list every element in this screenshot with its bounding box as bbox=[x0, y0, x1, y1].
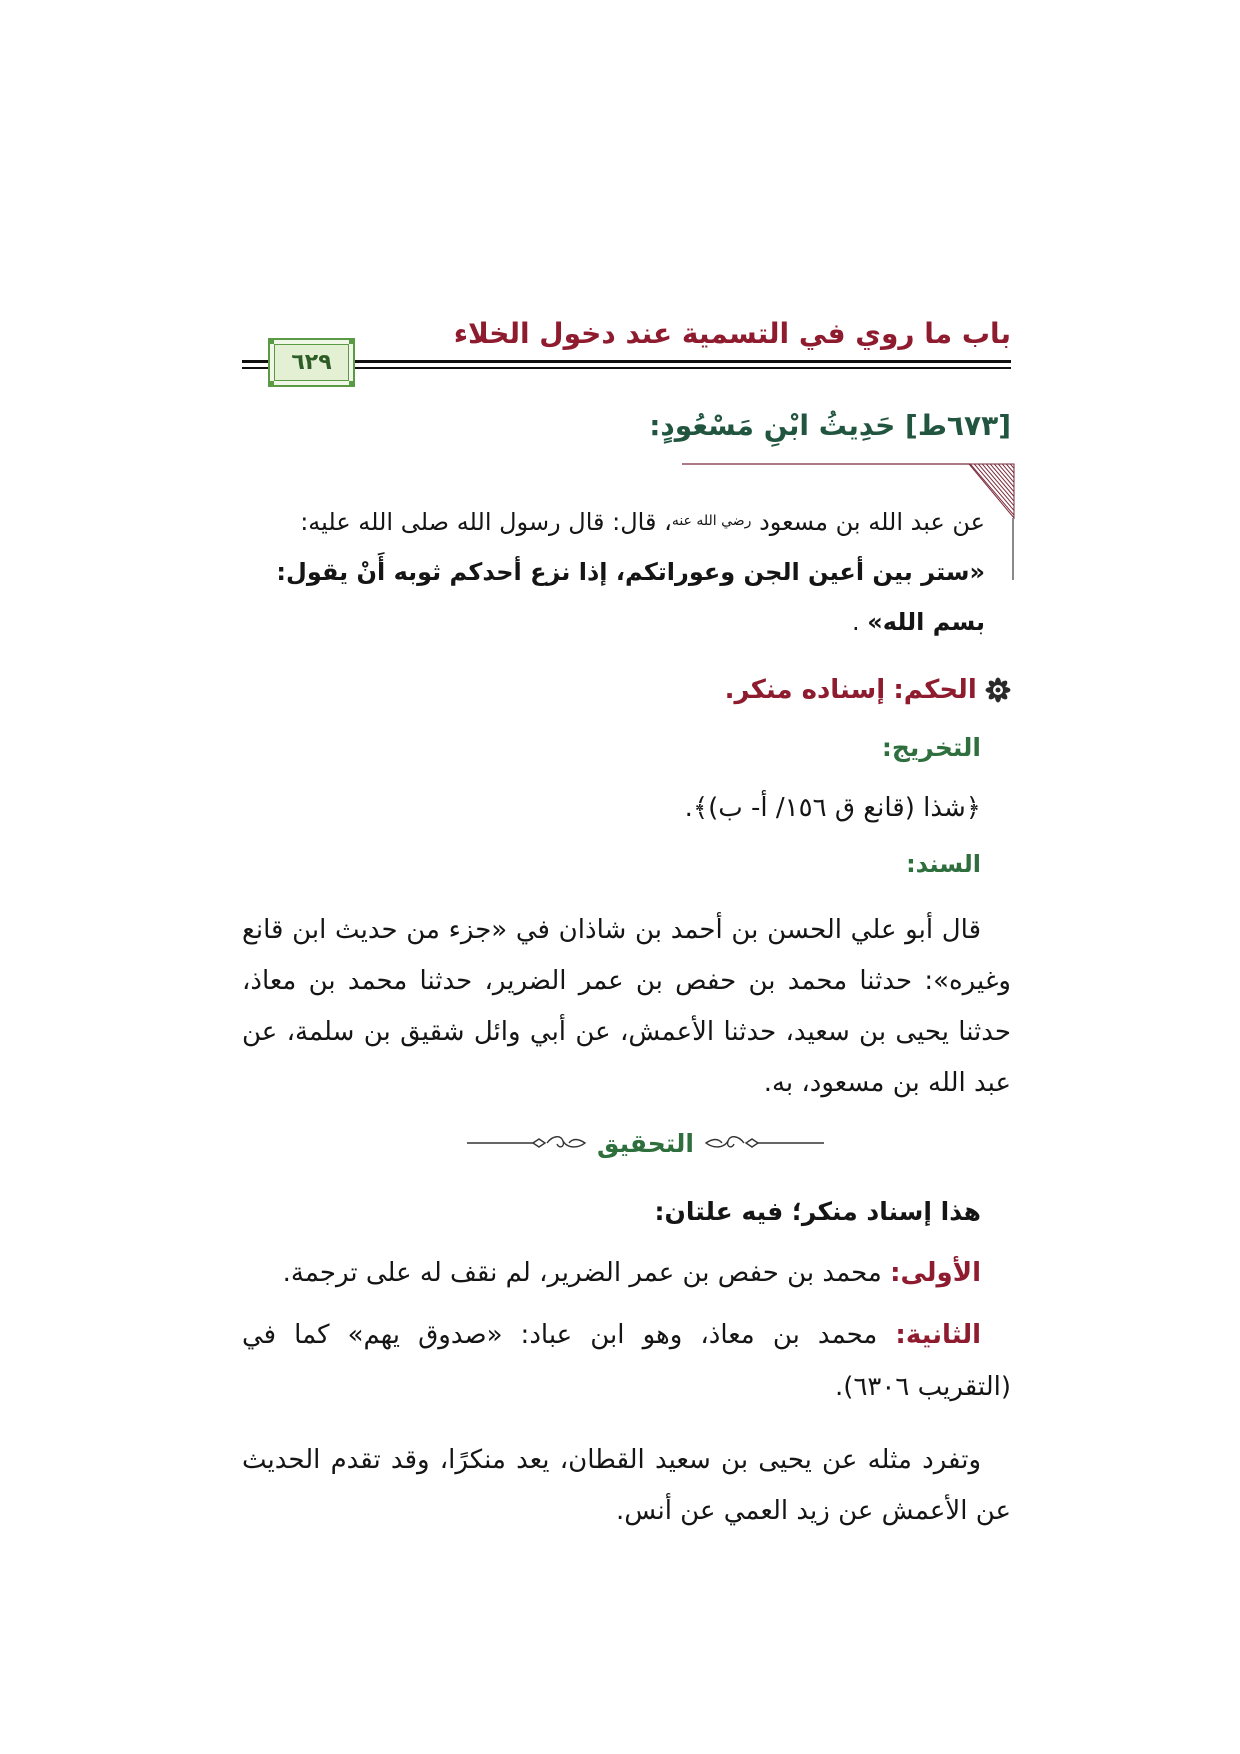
ruling-label: الحكم: bbox=[893, 675, 977, 705]
header-rule-left bbox=[242, 360, 268, 363]
header-rule-right-thin bbox=[355, 367, 1011, 369]
hadith-quote-end: . bbox=[852, 608, 860, 636]
page-number: ٦٢٩ bbox=[291, 349, 332, 375]
page-number-frame bbox=[268, 338, 355, 387]
running-header-title: باب ما روي في التسمية عند دخول الخلاء bbox=[453, 317, 1011, 350]
second-defect-label: الثانية: bbox=[895, 1320, 982, 1350]
flourish-left-icon bbox=[467, 1132, 591, 1154]
takhrij-source: ﴿شذا (قانع ق ١٥٦/ أ- ب)﴾. bbox=[684, 793, 981, 823]
tahqiq-heading: التحقيق bbox=[597, 1128, 694, 1158]
corner-hatch-decoration bbox=[680, 462, 1016, 584]
second-defect-text: محمد بن معاذ، وهو ابن عباد: «صدوق يهم» كما في (التقريب ٦٣٠٦). bbox=[242, 1320, 1011, 1402]
hadith-intro-continuation: ، قال: قال رسول الله صلى الله عليه: bbox=[300, 508, 672, 536]
hadith-quote: «ستر بين أعين الجن وعوراتكم، إذا نزع أحدكم ثوبه أَنْ يقول: بسم الله» bbox=[276, 558, 985, 636]
first-defect bbox=[242, 1247, 1011, 1299]
flourish-right-icon bbox=[700, 1132, 824, 1154]
ornament-icon bbox=[985, 677, 1011, 703]
frame-corner-ornament bbox=[268, 381, 274, 387]
conclusion-paragraph: وتفرد مثله عن يحيى بن سعيد القطان، يعد منكرًا، وقد تقدم الحديث عن الأعمش عن زيد العمي عن أنس. bbox=[242, 1445, 1011, 1526]
sanad-heading: السند: bbox=[906, 850, 981, 878]
header-rule-left-thin bbox=[242, 367, 268, 369]
second-defect bbox=[242, 1309, 1011, 1413]
honorific-text: رضي الله عنه bbox=[671, 513, 752, 529]
hadith-text-box bbox=[242, 464, 1011, 647]
page-body bbox=[242, 404, 1011, 1537]
page-number-inner-frame bbox=[274, 344, 349, 381]
ruling-line bbox=[242, 665, 1011, 715]
header-rule-right bbox=[355, 360, 1011, 363]
hadith-title: [٦٧٣ط] حَدِيثُ ابْنِ مَسْعُودٍ: bbox=[649, 409, 1011, 442]
first-defect-label: الأولى: bbox=[890, 1258, 981, 1288]
ruling-value: إسناده منكر. bbox=[724, 675, 886, 705]
frame-corner-ornament bbox=[349, 381, 355, 387]
tahqiq-separator bbox=[242, 1121, 1011, 1165]
frame-corner-ornament bbox=[349, 338, 355, 344]
takhrij-heading: التخريج: bbox=[881, 733, 981, 762]
sanad-paragraph: قال أبو علي الحسن بن أحمد بن شاذان في «جزء من حديث ابن قانع وغيره»: حدثنا محمد بن حفص بن عمر الضرير، حدثنا محمد بن معاذ، حدثنا يحيى بن سعيد، حدثنا الأعمش، عن أبي وائل شقيق بن سلمة، عن عبد الله بن مسعود، به. bbox=[242, 915, 1011, 1098]
hadith-intro: عن عبد الله بن مسعود bbox=[759, 508, 985, 536]
first-defect-text: محمد بن حفص بن عمر الضرير، لم نقف له على ترجمة. bbox=[282, 1258, 882, 1288]
tahqiq-intro: هذا إسناد منكر؛ فيه علتان: bbox=[654, 1197, 981, 1226]
